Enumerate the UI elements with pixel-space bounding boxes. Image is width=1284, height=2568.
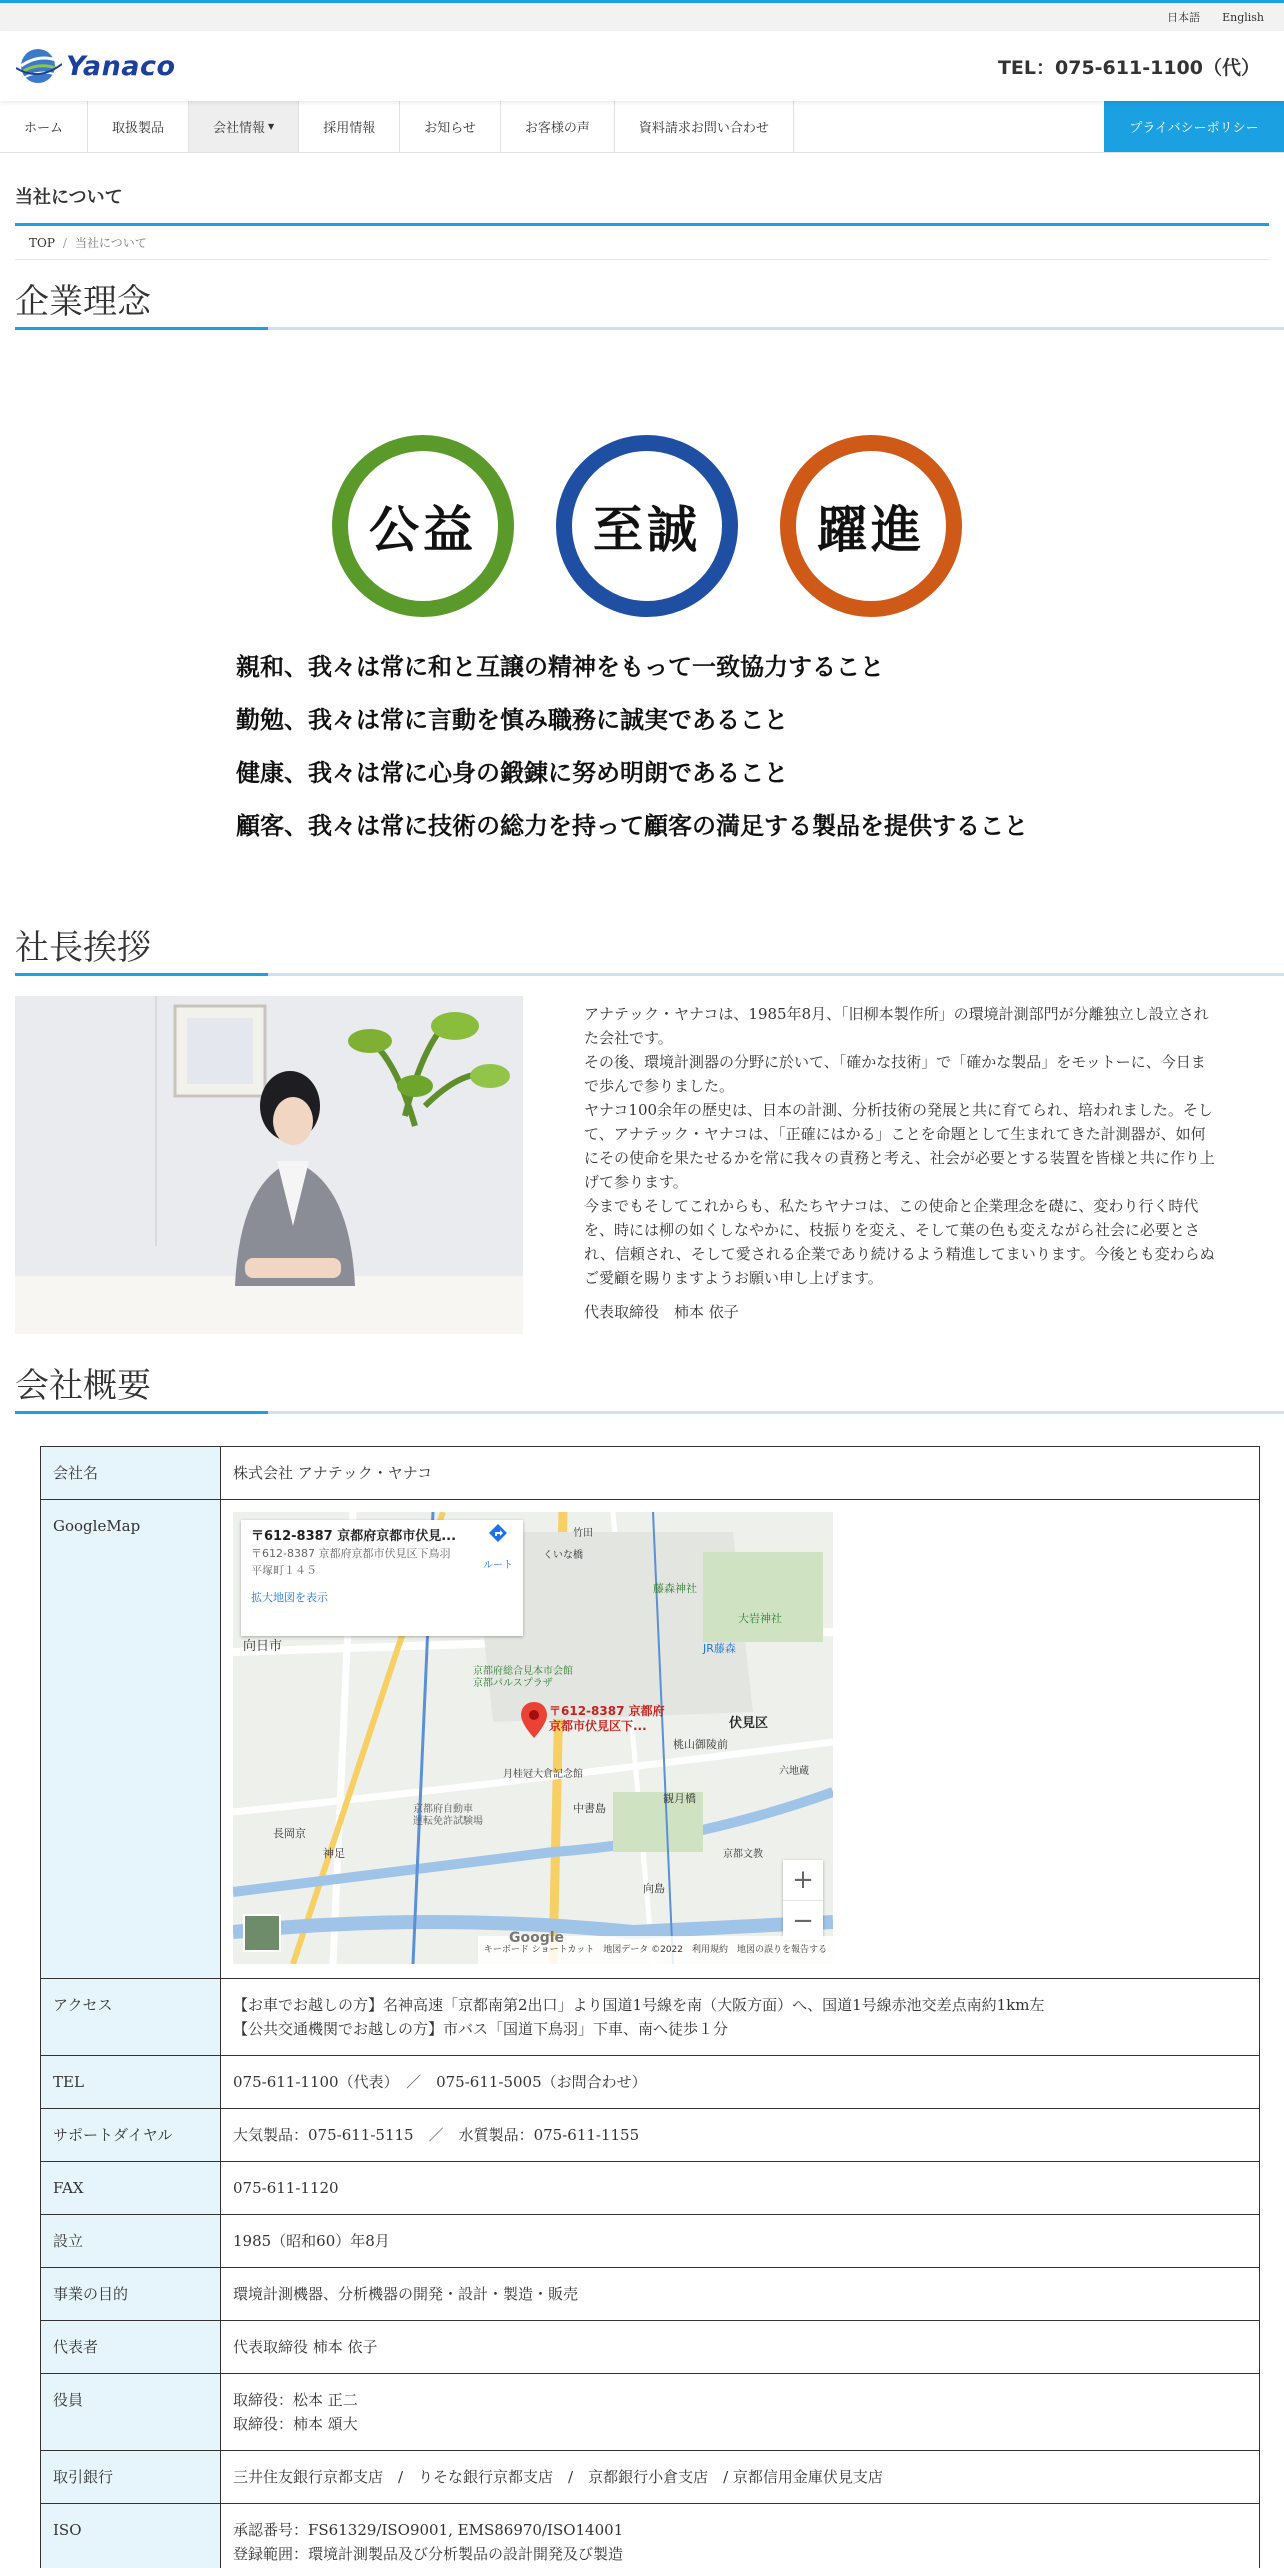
svg-text:向日市: 向日市 [243, 1639, 283, 1654]
nav-privacy-label: プライバシーポリシー [1129, 121, 1259, 136]
row-value [221, 2504, 1260, 2568]
table-row [41, 2162, 1260, 2215]
breadcrumb-current: 当社について [74, 236, 147, 250]
streetview-thumbnail[interactable] [243, 1914, 281, 1952]
svg-text:京都パルスプラザ: 京都パルスプラザ [473, 1678, 553, 1689]
philosophy-section [0, 330, 1284, 920]
greeting-title: 社長挨拶 [15, 928, 151, 968]
zoom-out-button[interactable]: − [783, 1900, 823, 1940]
iso-line: 承認番号：FS61329/ISO9001, EMS86970/ISO14001 [233, 2521, 624, 2539]
nav-home-label: ホーム [24, 121, 64, 136]
row-value: 075-611-1100（代表） ／ 075-611-5005（お問合わせ） [221, 2056, 1260, 2109]
row-key: 設立 [41, 2215, 221, 2268]
map-pin-label: 〒612-8387 京都府京都市伏見区下... [549, 1704, 665, 1733]
overview-divider [15, 1411, 1284, 1414]
table-row [41, 1500, 1260, 1979]
row-value: 三井住友銀行京都支店 / りそな銀行京都支店 / 京都銀行小倉支店 / 京都信用金庫伏見支店 [221, 2451, 1260, 2504]
svg-text:くいな橋: くいな橋 [543, 1550, 583, 1561]
svg-text:JR藤森: JR藤森 [703, 1642, 736, 1655]
nav-recruit[interactable] [299, 101, 400, 152]
nav-contact[interactable] [615, 101, 794, 152]
google-logo: Google [509, 1930, 565, 1946]
breadcrumb-separator: / [62, 236, 67, 250]
lang-japanese-link[interactable]: 日本語 [1167, 11, 1201, 24]
philosophy-title: 企業理念 [15, 282, 151, 322]
map-route-label: ルート [483, 1560, 513, 1571]
circle-koueki: 公益 [332, 435, 514, 617]
tenet-line: 健康、我々は常に心身の鍛錬に努め明朗であること [236, 758, 788, 787]
svg-text:竹田: 竹田 [573, 1528, 593, 1539]
access-transit: 【公共交通機関でお越しの方】市バス「国道下鳥羽」下車、南へ徒歩１分 [233, 2020, 729, 2038]
president-photo-illustration [15, 996, 523, 1334]
greeting-paragraph: アナテック・ヤナコは、1985年8月、「旧柳本製作所」の環境計測部門が分離独立し設立された会社です。 [584, 1005, 1209, 1047]
row-value: 075-611-1120 [221, 2162, 1260, 2215]
nav-news[interactable] [400, 101, 501, 152]
row-key: 役員 [41, 2374, 221, 2451]
row-key: ISO [41, 2504, 221, 2568]
svg-text:神足: 神足 [323, 1847, 345, 1860]
google-map[interactable] [233, 1512, 833, 1964]
nav-spacer [794, 101, 1104, 152]
map-info-card [241, 1520, 523, 1636]
philosophy-circles [332, 435, 962, 617]
lang-english-link[interactable]: English [1222, 10, 1264, 24]
row-value: 株式会社 アナテック・ヤナコ [221, 1447, 1260, 1500]
page-title: 当社について [15, 183, 1269, 226]
map-footer: キーボード ショートカット 地図データ ©2022 利用規約 地図の誤りを報告する [478, 1936, 833, 1964]
president-photo [15, 996, 523, 1334]
map-route-button[interactable] [483, 1522, 513, 1578]
svg-text:藤森神社: 藤森神社 [653, 1582, 697, 1595]
greeting-section [0, 976, 1284, 1336]
svg-text:中書島: 中書島 [573, 1802, 606, 1815]
main-nav [0, 101, 1284, 153]
company-overview-table [40, 1446, 1260, 2568]
nav-voice-label: お客様の声 [524, 121, 590, 136]
greeting-paragraph: 今までもそしてこれからも、私たちヤナコは、この使命と企業理念を礎に、変わり行く時代を、時には柳の如くしなやかに、枝振りを変え、そして葉の色も変えながら社会に必要とされ、信頼され、そして愛される企業であり続けるよう精進してまいります。今後とも変わらぬご愛顧を賜りますようお願い申し上げます。 [584, 1197, 1215, 1287]
table-row [41, 2109, 1260, 2162]
nav-company[interactable] [189, 101, 299, 152]
nav-recruit-label: 採用情報 [323, 121, 376, 136]
greeting-signature: 代表取締役 柿本 依子 [584, 1303, 739, 1321]
nav-home[interactable] [0, 101, 88, 152]
overview-table-wrap [40, 1446, 1260, 2568]
svg-text:観月橋: 観月橋 [663, 1792, 696, 1805]
access-car: 【お車でお越しの方】名神高速「京都南第2出口」より国道1号線を南（大阪方面）へ、国道1号線赤池交差点南約1km左 [233, 1996, 1045, 2014]
directions-icon [487, 1522, 509, 1544]
circle-shisei: 至誠 [556, 435, 738, 617]
row-key: FAX [41, 2162, 221, 2215]
tenet-line: 顧客、我々は常に技術の総力を持って顧客の満足する製品を提供すること [236, 811, 1028, 840]
greeting-paragraph: ヤナコ100余年の歴史は、日本の計測、分析技術の発展と共に育てられ、培われました。そして、アナテック・ヤナコは、「正確にはかる」ことを命題として生まれてきた計測器が、如何にその使命を果たせるかを常に我々の責務と考え、社会が必要とする装置を皆様と共に作り上げて参ります。 [584, 1101, 1215, 1191]
table-row [41, 1447, 1260, 1500]
svg-text:運転免許試験場: 運転免許試験場 [413, 1816, 483, 1827]
map-card-title: 〒612-8387 京都府京都市伏見... [251, 1529, 457, 1544]
caret-down-icon: ▼ [268, 122, 275, 131]
nav-products[interactable] [88, 101, 189, 152]
circle-yakushin: 躍進 [780, 435, 962, 617]
breadcrumb [15, 226, 1269, 260]
map-card-address: 〒612-8387 京都府京都市伏見区下鳥羽平塚町１４５ [251, 1547, 451, 1577]
globe-logo-icon [16, 46, 62, 86]
header-tel: TEL：075-611-1100（代） [997, 56, 1260, 79]
svg-text:桃山御陵前: 桃山御陵前 [673, 1738, 728, 1751]
row-value: 大気製品：075-611-5115 ／ 水質製品：075-611-1155 [221, 2109, 1260, 2162]
nav-company-label: 会社情報 [213, 121, 266, 136]
row-value [221, 1979, 1260, 2056]
nav-news-label: お知らせ [424, 121, 476, 136]
row-value: 環境計測機器、分析機器の開発・設計・製造・販売 [221, 2268, 1260, 2321]
svg-text:京都府自動車: 京都府自動車 [413, 1804, 473, 1815]
row-key: 代表者 [41, 2321, 221, 2374]
row-key: アクセス [41, 1979, 221, 2056]
table-row [41, 2215, 1260, 2268]
table-row [41, 2056, 1260, 2109]
svg-text:長岡京: 長岡京 [273, 1827, 306, 1840]
svg-text:月桂冠大倉記念館: 月桂冠大倉記念館 [503, 1769, 583, 1780]
nav-voice[interactable] [501, 101, 615, 152]
nav-products-label: 取扱製品 [112, 121, 165, 136]
row-key: 取引銀行 [41, 2451, 221, 2504]
map-zoom-controls [783, 1860, 823, 1940]
map-enlarge-link[interactable]: 拡大地図を表示 [251, 1591, 328, 1604]
logo-text: Yanaco [66, 50, 176, 82]
greeting-paragraph: その後、環境計測器の分野に於いて、「確かな技術」で「確かな製品」をモットーに、今日まで歩んで参りました。 [584, 1053, 1206, 1095]
svg-text:六地蔵: 六地蔵 [779, 1766, 809, 1777]
tenet-line: 親和、我々は常に和と互譲の精神をもって一致協力すること [236, 652, 884, 681]
overview-title: 会社概要 [15, 1366, 151, 1406]
row-key: 事業の目的 [41, 2268, 221, 2321]
tenet-line: 勤勉、我々は常に言動を慎み職務に誠実であること [236, 705, 788, 734]
svg-text:京都府総合見本市会館: 京都府総合見本市会館 [473, 1666, 573, 1677]
row-value [221, 2374, 1260, 2451]
svg-text:向島: 向島 [643, 1882, 665, 1895]
nav-contact-label: 資料請求お問い合わせ [638, 121, 769, 136]
row-key: 会社名 [41, 1447, 221, 1500]
svg-text:伏見区: 伏見区 [729, 1716, 769, 1731]
map-cell [221, 1500, 1260, 1979]
table-row [41, 2268, 1260, 2321]
site-header [0, 31, 1284, 101]
svg-text:京都文教: 京都文教 [723, 1849, 763, 1860]
zoom-in-button[interactable]: + [792, 1865, 814, 1895]
table-row [41, 1979, 1260, 2056]
row-value: 代表取締役 柿本 依子 [221, 2321, 1260, 2374]
table-row [41, 2321, 1260, 2374]
greeting-text [584, 1002, 1220, 1324]
iso-line: 登録範囲：環境計測製品及び分析製品の設計開発及び製造 [233, 2545, 624, 2563]
row-key: TEL [41, 2056, 221, 2109]
philosophy-tenets [236, 640, 1028, 852]
language-bar [0, 3, 1284, 31]
officer-line: 取締役：松本 正二 [233, 2391, 358, 2409]
breadcrumb-home-link[interactable]: TOP [29, 236, 55, 250]
row-key: GoogleMap [41, 1500, 221, 1979]
map-pin-icon [521, 1702, 547, 1738]
officer-line: 取締役：柿本 頌大 [233, 2415, 358, 2433]
row-value: 1985（昭和60）年8月 [221, 2215, 1260, 2268]
table-row [41, 2504, 1260, 2568]
svg-text:大岩神社: 大岩神社 [738, 1612, 782, 1625]
row-key: サポートダイヤル [41, 2109, 221, 2162]
nav-privacy-button[interactable] [1104, 101, 1284, 152]
logo[interactable] [16, 46, 176, 86]
table-row [41, 2374, 1260, 2451]
table-row [41, 2451, 1260, 2504]
